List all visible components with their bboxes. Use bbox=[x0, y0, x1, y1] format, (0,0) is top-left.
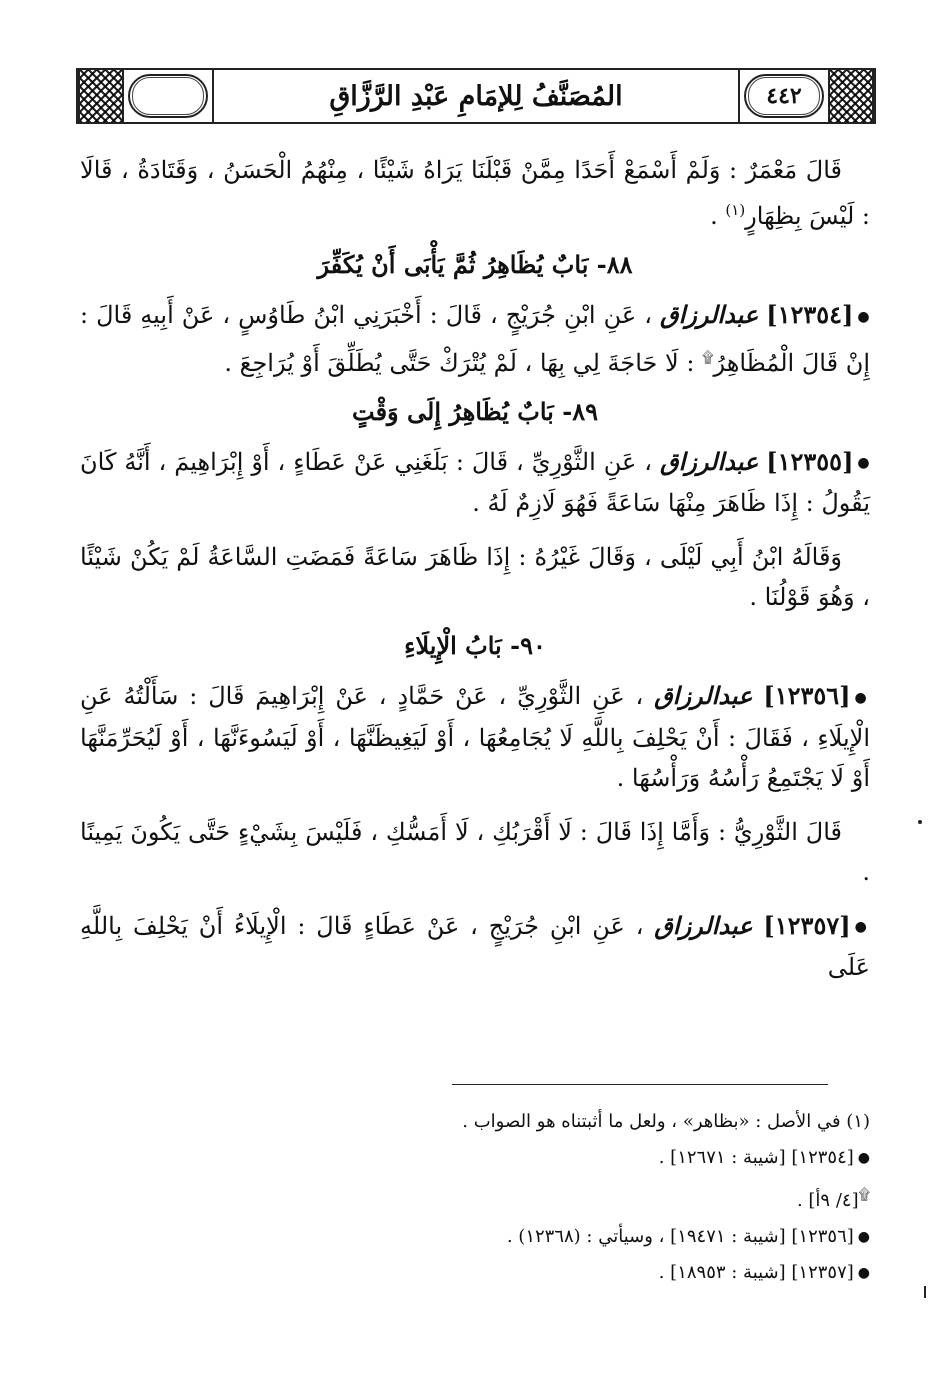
footnote-folio: ۩[٤/ ٩أ] . bbox=[796, 1185, 870, 1211]
footnote-entry-12357: ●[١٢٣٥٧] [شيبة : ١٨٩٥٣] . bbox=[658, 1262, 870, 1283]
entry-bullet: ● bbox=[854, 689, 870, 706]
page-number-badge bbox=[744, 74, 824, 118]
folio-marker-icon: ۩ bbox=[702, 347, 714, 366]
running-title: المُصَنَّفُ لِلإمَامِ عَبْدِ الرَّزَّاقِ bbox=[212, 70, 740, 122]
entry-12356: ●[١٢٣٥٦] عبدالرزاق ، عَنِ الثَّوْرِيِّ ، عَنْ حَمَّادٍ ، عَنْ إِبْرَاهِيمَ قَالَ : سَأَلْتُهُ عَنِ الْإِيلَاءِ ، فَقَالَ : أَنْ يَحْلِفَ بِاللَّهِ لَا يُجَامِعُهَا ، أَوْ لَيَغِيظَنَّهَا ، أَوْ لَيَسُوءَنَّهَا ، أَوْ لَيُحَرِّمَنَّهَا أَوْ لَا يَجْتَمِعُ رَأْسُهُ وَرَأْسُهَا . bbox=[80, 681, 870, 792]
footnotes bbox=[80, 1104, 870, 1291]
folio-marker-icon: ۩ bbox=[858, 1185, 870, 1203]
paragraph-thawri: قَالَ الثَّوْرِيُّ : وَأَمَّا إِذَا قَالَ : لَا أَقْرَبُكِ ، لَا أَمَسُّكِ ، فَلَيْسَ بِشَيْءٍ حَتَّى يَكُونَ يَمِينًا . bbox=[80, 817, 870, 886]
paragraph-ibn-abi-layla: وَقَالَهُ ابْنُ أَبِي لَيْلَى ، وَقَالَ غَيْرُهُ : إِذَا ظَاهَرَ سَاعَةً فَمَضَتِ السَّاعَةُ لَمْ يَكُنْ شَيْئًا ، وَهُوَ قَوْلُنَا . bbox=[80, 543, 870, 611]
footnote-entry-12356: ●[١٢٣٥٦] [شيبة : ١٩٤٧١] ، وسيأتي : (١٢٣٦٨) . bbox=[506, 1226, 870, 1247]
author-name: عبدالرزاق bbox=[659, 300, 759, 329]
header-ornament-right bbox=[828, 70, 874, 122]
header-ornament-left bbox=[78, 70, 124, 122]
title-seal bbox=[128, 74, 208, 118]
entry-12357: ●[١٢٣٥٧] عبدالرزاق ، عَنِ ابْنِ جُرَيْجٍ ، عَنْ عَطَاءٍ قَالَ : الْإِيلَاءُ أَنْ يَحْلِفَ بِاللَّهِ عَلَى bbox=[80, 910, 870, 981]
chapter-heading-89: ٨٩- بَابٌ يُظَاهِرُ إِلَى وَقْتٍ bbox=[352, 396, 598, 426]
entry-bullet: ● bbox=[857, 1150, 870, 1166]
author-name: عبدالرزاق bbox=[654, 910, 753, 940]
entry-12354: ●[١٢٣٥٤] عبدالرزاق ، عَنِ ابْنِ جُرَيْجٍ ، قَالَ : أَخْبَرَنِي ابْنُ طَاوُسٍ ، عَنْ أَبِيهِ قَالَ : إِنْ قَالَ الْمُظَاهِرُ۩ : لَا حَاجَةَ لِي بِهَا ، لَمْ يُتْرَكْ حَتَّى يُطَلِّقَ أَوْ يُرَاجِعَ . bbox=[80, 300, 870, 377]
margin-mark bbox=[918, 820, 922, 824]
entry-bullet: ● bbox=[857, 1229, 870, 1245]
entry-bullet: ● bbox=[857, 455, 870, 471]
chapter-heading-90: ٩٠- بَابُ الْإِيلَاءِ bbox=[404, 631, 546, 660]
entry-number: [١٢٣٥٦] bbox=[763, 681, 851, 710]
main-text bbox=[80, 150, 870, 1001]
entry-number: [١٢٣٥٧] bbox=[763, 910, 851, 940]
footnote-1: (١) في الأصل : «بظاهر» ، ولعل ما أثبتناه هو الصواب . bbox=[462, 1111, 870, 1132]
margin-tick bbox=[924, 1286, 926, 1298]
entry-bullet: ● bbox=[857, 1265, 870, 1281]
chapter-heading-88: ٨٨- بَابٌ يُظَاهِرُ ثُمَّ يَأْبَى أَنْ يُكَفِّرَ bbox=[317, 250, 633, 279]
author-name: عبدالرزاق bbox=[654, 681, 753, 710]
footnote-ref-1[interactable]: (١) bbox=[725, 201, 746, 219]
entry-12355: ●[١٢٣٥٥] عبدالرزاق ، عَنِ الثَّوْرِيِّ ، قَالَ : بَلَغَنِي عَنْ عَطَاءٍ ، أَوْ إِبْرَاهِيمَ ، أَنَّهُ كَانَ يَقُولُ : إِذَا ظَاهَرَ مِنْهَا سَاعَةً فَهُوَ لَازِمٌ لَهُ . bbox=[80, 446, 870, 517]
paragraph-mamar: قَالَ مَعْمَرٌ : وَلَمْ أَسْمَعْ أَحَدًا مِمَّنْ قَبْلَنَا يَرَاهُ شَيْئًا ، مِنْهُمُ الْحَسَنُ ، وَقَتَادَةُ ، قَالَا : لَيْسَ بِظِهَارٍ$^{(١)}$ . bbox=[80, 156, 870, 230]
entry-bullet: ● bbox=[854, 919, 870, 935]
footnote-entry-12354: ●[١٢٣٥٤] [شيبة : ١٢٦٧١] . bbox=[658, 1147, 870, 1168]
entry-number: [١٢٣٥٥] bbox=[766, 446, 854, 476]
author-name: عبدالرزاق bbox=[660, 446, 759, 476]
running-header bbox=[76, 68, 876, 124]
page-number: ٤٤٢ bbox=[748, 77, 820, 115]
footnote-divider bbox=[452, 1084, 828, 1085]
entry-number: [١٢٣٥٤] bbox=[766, 300, 854, 329]
entry-bullet: ● bbox=[857, 308, 870, 325]
